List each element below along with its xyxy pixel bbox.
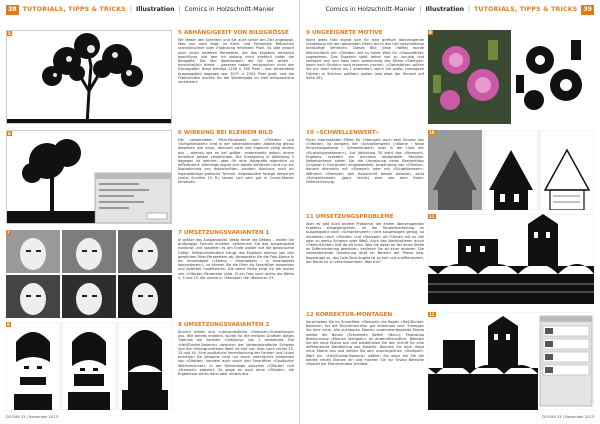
step-body: Einen interessanten Effekt für »Stempel« auch dem Einsatz von »Ölfarbe«, ist übrigens der »Schwellenwert« (»Ebene › Neue Einstellungsebene › Schwellenwert« oder in der Liste der »Einstellungsebenen«). Auf Abbildung 30 sieht das »Stempel«-Ergebnis, entsteht ein durchaus akzeptabler Resultat. Nebenstehend sehen Sie die Umsetzung eines Ebenenfotos (Original in Graustufen umgewandelt). Anwendung von »Ölfarbe«, danach alternativ mit »Stempel« oder mit »Schwellenwert«. Während »Stempel« den Holzschnitt besser betonen, wirkt »Schwellenwert« (ganz rechts) eher wie eine Feder-Federzeichnung. — [306, 138, 424, 185]
step-heading: 7 UMSETZUNGSVARIANTEN 1 — [178, 230, 270, 236]
stamp-variants — [6, 322, 172, 410]
building-variants — [428, 130, 594, 210]
page-number: 38 — [8, 6, 17, 13]
step-9-text — [306, 30, 424, 80]
bridge-illustration — [428, 214, 594, 304]
image-number: 12 — [429, 312, 435, 317]
step-body: Die verwendeten Filter-Parameter von »Ölfarbe« und »Schwellenwert« sind in der nebenstehenden Abbildung genau dieselben wie zuvor, dennoch sieht das Ergebnis völlig anders aus – ebenso wie es bei größer, andererseits jedoch einem erheblich besser vergleichbar. Die Umsetzung in Abbildung 5 dagegen ist weicher, aber für eine Holzgrafik eigentlich zu differenziert. Allerdings eignet sich dieses Verfahren nicht nur zur Nachahmung von Holzschnitten, sondern durchaus auch als eigenständige grafische Technik. Insbesondere farbige Versionen (siehe Schritte 13 ff.) lassen sich sehr gut in Comic-Manier einsetzen. — [178, 138, 294, 185]
step-body: Aber es gibt auch andere Probleme, die einem überzeugenden Ergebnis entgegenstehen. Ist die Tonwertverteilung im Ausgangsbild nach »Schwellenwert« nicht ausgewogen genug, so entstehen nach »Ölfarbe« und »Stempel« oft Flächen mit zu viel oder zu wenig Schwarz oder Weiß. Auch das Nachjustieren durch »Tiefen/Lichter« hilft da oft nicht. Was Sie dabei an der einen Stelle an Differenzierung gewinnen, verlieren Sie an einer anderen. Die nebenstehende Umsetzung läuft im Bereich der Preise bzw. Kegelkugel zu, das Cafe-Tand Angelo ist zu hell und undifferenziert, der Baum ist zu verschwommen. Was tun? — [306, 222, 424, 264]
header-separator: | — [178, 6, 181, 13]
category: Illustration — [425, 6, 465, 13]
step-11-text — [306, 214, 424, 264]
image-number: 10 — [429, 130, 435, 135]
image-number: 6 — [8, 131, 11, 136]
image-number: 5 — [8, 31, 11, 36]
header-separator: | — [468, 6, 471, 13]
step-body: Wir dieser den Schritten und Sie auch schon am Ziel angelangt. Was nun noch folgt, ist Klein- und Feinarbeit; Retuschen unerwünschter oder Ergänzung fehlender Pixel. Es gibt jedoch noch einen weiteren Parameter, der das Ergebnis erheblich beeinflusst und den ich bislang nicht erwähnt habe: die Bildgröße. Die fünf Abbildungen, die Sie hier sehen – einschließlich dieser – gesehen haben, entsprechen nicht der Druckgröße! Diese beträgt 1258 × 780 Pixel – das verwendete Ausgangsbild dagegen war 2072 × 2304 Pixel groß, und die Filterschritte wurden für die Wiedergabe im Heft entsprechend verkleinert. — [178, 38, 294, 85]
image-number: 11 — [429, 214, 435, 219]
threshold-image — [428, 130, 594, 210]
right-footer: DOCMA 33 | November 2013 — [542, 415, 594, 419]
bridge-problem-image — [428, 214, 594, 304]
step-body: Nicht jedes Foto eignet sich für eine grafisch überzeugende Umsetzung mit den genannten Filtern durch das hier beschriebene dreistufige Verfahren. Dieses Bild (linke Hälfte) wurde offensichtlich mit »Ölfarbe« wie zu hoher Wert für »Glanzstärke« zugewiesen. Das Ergebnis sieht daher viel zu unruhig und zerfasert aus und lässt nach Anwendung des Filters »Stempel« kaum noch Struktur nach erkennen (rechts). »Glanzstärke« sollten Sie nur dann höher als 1 anwenden, wenn Sie große, homogene Flächen in Strichen auflösen wollen (wie etwa der Himmel auf Seite 28). — [306, 38, 424, 80]
article-title: Comics in Holzschnitt-Manier — [325, 6, 416, 13]
step-body: Ähnlich wirken sich unterschiedliche »Stempel«-Einstellungen aus. Wie bereits erwähnt, wurde für die meisten Grafiken dieses Tutorials die normale »Glättung« von 1 verwendet. Die »Hell/Dunkel-Balance« zwischen der Vordergrundfarbe Schwarz und der Hintergrundfarbe Weiß ist hier von links nach rechts 15, 25 und 40. Eine zusätzliche Vereinfachung der Formen und Linien erreichen Sie übrigens nicht nur durch mehrfaches Anwenden von »Ölfarbe«, sondern auch durch den Smartfilter »Gaußscher Weichzeichner«, in der Reihenfolge zwischen »Ölfarbe« und »Stempel« platziert. So geige es auch ohne »Ölfarbe«, die Ergebnisse sehen dann aber anders aus. — [178, 330, 294, 377]
left-header — [4, 5, 274, 15]
section-title: TUTORIALS, TIPPS & TRICKS — [22, 6, 126, 13]
step-heading: 6 WIRKUNG BEI KLEINEM BILD — [178, 130, 273, 136]
step-body: Je größer das Ausgangsbild, desto feiner die Details – wollen Sie großzügige Formen erzielen, verkleinern Sie das Ausgangsbild zunächst und skalieren es am Ende wieder auf die gewünschte Größe. Selbstverständlich hängt das Ergebnis ebenso von den gewählten Filter-Parametern ab. Verwandeln Sie die Foto-Ebene in ein Smartobjekt (»Ebene › Smartobjekt › In Smartobjekt konvertieren«), so können Sie die Filter als Smartfilter anwenden und jederzeit modifizieren. Die obere Reihe zeigt für die ersten vier »Ölfarbe«-Parameter (Abb. 3) ein Foto nach rechts die Werte 2, 5 und 10, die untere in »Stempel« die »Balance« 25. — [178, 238, 294, 280]
small-tree-illustration — [7, 131, 172, 224]
flower-comparison — [428, 30, 594, 124]
tree-image — [6, 30, 172, 124]
right-page — [300, 0, 600, 424]
portrait-grid-image — [6, 230, 172, 318]
section-title: TUTORIALS, TIPPS & TRICKS — [474, 6, 578, 13]
step-5-text — [178, 30, 294, 84]
step-heading: 5 ABHÄNGIGKEIT VON BILDGRÖSSE — [178, 30, 289, 36]
tree-illustration — [7, 31, 172, 124]
step-10-text — [306, 130, 424, 184]
step-heading: 10 »SCHWELLENWERT« — [306, 130, 380, 136]
step-heading: 8 UMSETZUNGSVARIANTEN 2 — [178, 322, 270, 328]
step-12-text — [306, 312, 424, 366]
image-number: 8 — [7, 322, 10, 327]
header-separator: | — [129, 6, 132, 13]
flower-image — [428, 30, 594, 124]
step-8-text — [178, 322, 294, 376]
image-number: 7 — [7, 230, 10, 235]
filter-dialog-image — [6, 130, 172, 224]
category: Illustration — [135, 6, 175, 13]
left-footer: DOCMA 33 | November 2013 — [6, 415, 58, 419]
stamp-variants-image — [6, 322, 172, 410]
montage-illustration — [428, 312, 594, 410]
header-separator: | — [419, 6, 422, 13]
step-7-text — [178, 230, 294, 280]
step-6-text — [178, 130, 294, 184]
step-heading: 9 UNGEEIGNETE MOTIVE — [306, 30, 383, 36]
step-heading: 12 KORREKTUR-MONTAGEN — [306, 312, 393, 318]
portrait-grid — [6, 230, 172, 318]
page-number: 39 — [583, 6, 592, 13]
step-heading: 11 UMSETZUNGSPROBLEME — [306, 214, 394, 220]
image-number: 9 — [429, 30, 432, 35]
article-title: Comics in Holzschnitt-Manier — [184, 6, 275, 13]
step-body: Verschieben Sie im Smartfilter »Stempel« die Regler »Hell/Dunkel-Balance«, bis die Brückenstruktur gut erkennbar sind. Erzeugen Sie eine neue, alle sichtbaren Ebenen zusammenfassende Ebene wieder die Neuen (Eckumkehr Befehl »Neu«). Photoshop Bezeichnung »Ebenen stempeln« ist anwendfreundlich. Blenden Sie die neue Ebene aus und wiederholen Sie den Schritt für eine differenzierte Darstellung des Kastells. Blenden Sie auch diese neue Ebene aus und stellen Sie den ursprünglichen »Stempel«-Wert ein. »Hell/Dunkel-Balance« wählen Sie dann die Sie die beiden neuen Ebenen ein und machen Sie nur Ersatz Bereiche »Kastell per Ebenenmaske sichtbar. — [306, 320, 424, 367]
correction-montage-image — [428, 312, 594, 410]
right-header — [326, 5, 596, 15]
